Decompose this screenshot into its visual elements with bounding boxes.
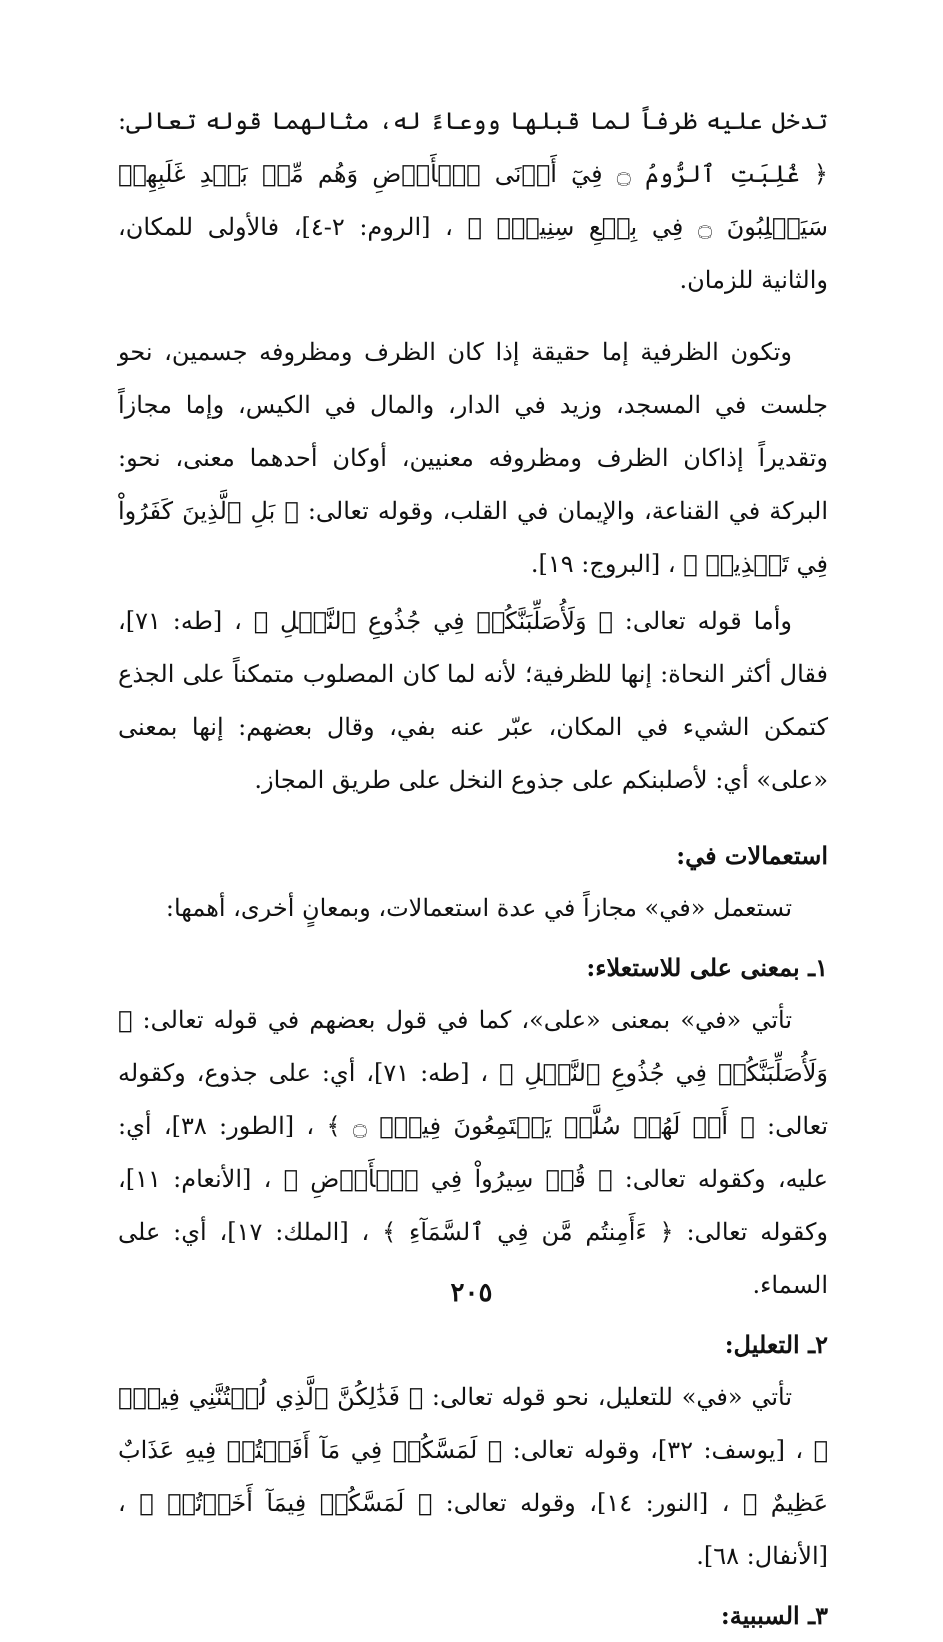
heading-uses: استعمالات في: — [676, 841, 828, 870]
heading-sababiyya: ٣ـ السببية: — [720, 1601, 828, 1630]
page-body — [118, 95, 828, 1642]
paragraph-intro: تدخل عليه ظرفاً لما قبلها ووعاءً له، مثالهما قوله تعالى: ﴿ غُلِبَتِ ٱلرُّومُ ۝ فِيٓ أَدۡنَى ٱلۡأَرۡضِ وَهُم مِّنۢ بَعۡدِ غَلَبِهِمۡ سَيَغۡلِبُونَ ۝ فِي بِضۡعِ سِنِينَۗ ﴾ ، [الروم: ٢-٤]، فالأولى للمكان، والثانية للزمان. — [118, 107, 828, 294]
page-number: ٢٠٥ — [450, 1278, 493, 1308]
paragraph-taha-verse: وأما قوله تعالى: ﴿ وَلَأُصَلِّبَنَّكُمۡ فِي جُذُوعِ ٱلنَّخۡلِ ﴾ ، [طه: ٧١]، فقال أكثر النحاة: إنها للظرفية؛ لأنه لما كان المصلوب متمكناً على الجذع كتمكن الشيء في المكان، عبّر عنه بفي، وقال بعضهم: إنها بمعنى «على» أي: لأصلبنكم على جذوع النخل على طريق المجاز. — [118, 607, 828, 794]
paragraph-isti-la: تأتي «في» بمعنى «على»، كما في قول بعضهم في قوله تعالى: ﴿ وَلَأُصَلِّبَنَّكُمۡ فِي جُذُوعِ ٱلنَّخۡلِ ﴾ ، [طه: ٧١]، أي: على جذوع، وكقوله تعالى: ﴿ أَمۡ لَهُمۡ سُلَّمٞ يَسۡتَمِعُونَ فِيهِۖ ۝ ﴾ ، [الطور: ٣٨]، أي: عليه، وكقوله تعالى: ﴿ قُلۡ سِيرُواْ فِي ٱلۡأَرۡضِ ﴾ ، [الأنعام: ١١]، وكقوله تعالى: ﴿ ءَأَمِنتُم مَّن فِي ٱلسَّمَآءِ ﴾ ، [الملك: ١٧]، أي: على السماء. — [118, 1006, 829, 1299]
paragraph-zarfiyya: وتكون الظرفية إما حقيقة إذا كان الظرف ومظروفه جسمين، نحو جلست في المسجد، وزيد في الدار، والمال في الكيس، وإما مجازاً وتقديراً إذاكان الظرف ومظروفه معنيين، أوكان أحدهما معنى، نحو: البركة في القناعة، والإيمان في القلب، وقوله تعالى: ﴿ بَلِ ٱلَّذِينَ كَفَرُواْ فِي تَكۡذِيبٖ ﴾ ، [البروج: ١٩]. — [118, 338, 828, 578]
paragraph-ta-lil: تأتي «في» للتعليل، نحو قوله تعالى: ﴿ فَذَٰلِكُنَّ ٱلَّذِي لُمۡتُنَّنِي فِيهِۖ ﴾ ، [يوسف: ٣٢]، وقوله تعالى: ﴿ لَمَسَّكُمۡ فِي مَآ أَفَضۡتُمۡ فِيهِ عَذَابٌ عَظِيمٌ ﴾ ، [النور: ١٤]، وقوله تعالى: ﴿ لَمَسَّكُمۡ فِيمَآ أَخَذۡتُمۡ ﴾ ، [الأنفال: ٦٨]. — [118, 1383, 829, 1570]
heading-isti-la: ١ـ بمعنى على للاستعلاء: — [586, 953, 828, 982]
paragraph-uses-intro: تستعمل «في» مجازاً في عدة استعمالات، وبمعانٍ أخرى، أهمها: — [165, 894, 792, 922]
heading-ta-lil: ٢ـ التعليل: — [724, 1330, 828, 1359]
